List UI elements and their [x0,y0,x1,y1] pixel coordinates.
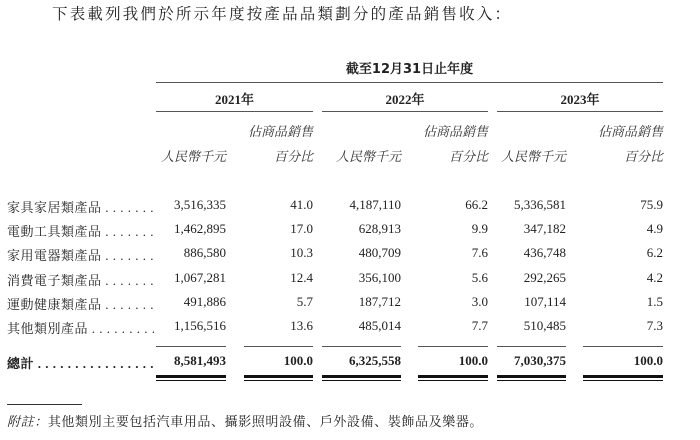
row-label: 其他類別產品 . . . . . . . . . [7,321,156,336]
row-label: 電動工具類產品 . . . . . . . [7,224,155,240]
pct-header-2023-line1: 佔商品銷售 [597,124,663,139]
cell-amount-2023: 436,748 [523,245,566,261]
row-label: 消費電子類產品 . . . . . . . [7,272,155,288]
total-amount-2022: 6,325,558 [349,353,401,368]
amount-header-2023: 人民幣千元 [500,149,566,164]
pct-header-2023-line2: 百分比 [623,149,663,164]
total-amount-2023: 7,030,375 [514,353,566,368]
year-header-2023: 2023年 [560,92,600,107]
cell-amount-2022: 4,187,110 [349,197,401,212]
cell-pct-2022: 9.9 [471,221,488,237]
year-header-2022: 2022年 [385,92,425,107]
footnote-prefix: 附註： [7,414,48,429]
total-double-rule-1 [156,375,226,381]
cell-pct-2022: 7.6 [471,245,488,261]
period-header: 截至12月31日止年度 [345,62,474,77]
footnote-rule [7,404,82,405]
cell-pct-2023: 4.9 [646,221,663,237]
subtotal-rule-5 [497,346,566,347]
year-rule-2021 [156,111,313,112]
total-double-rule-4 [418,375,488,381]
footnote-text: 其他類別主要包括汽車用品、攝影照明設備、戶外設備、裝飾品及樂器。 [47,414,484,429]
total-double-rule-3 [322,375,401,381]
period-rule [156,82,663,83]
cell-amount-2021: 491,886 [183,293,226,309]
cell-pct-2021: 10.3 [290,245,313,261]
row-label: 運動健康類產品 . . . . . . . [7,296,155,312]
total-label: 總計 . . . . . . . . . . . . . . . . [7,356,155,371]
cell-amount-2023: 107,114 [524,293,566,309]
pct-header-2022-line1: 佔商品銷售 [422,124,488,139]
footnote [7,411,483,430]
cell-amount-2022: 628,913 [358,221,401,237]
cell-amount-2022: 356,100 [358,269,401,285]
intro-paragraph: 下表載列我們於所示年度按產品品類劃分的產品銷售收入： [52,6,513,23]
cell-pct-2021: 13.6 [290,318,313,333]
cell-pct-2022: 66.2 [465,197,488,212]
row-label: 家用電器類產品 . . . . . . . [7,248,155,264]
subtotal-rule-2 [244,346,313,347]
cell-amount-2023: 292,265 [523,269,566,285]
pct-header-2021-line1: 佔商品銷售 [247,124,313,139]
cell-amount-2022: 480,709 [358,245,401,261]
pct-header-2022-line2: 百分比 [448,149,488,164]
cell-amount-2022: 187,712 [358,293,401,309]
cell-pct-2021: 5.7 [296,293,313,309]
total-pct-2022: 100.0 [458,353,488,368]
amount-header-2022: 人民幣千元 [335,149,401,164]
row-label: 家具家居類產品 . . . . . . . [7,200,155,215]
cell-amount-2021: 1,067,281 [174,269,226,285]
year-rule-2022 [322,111,488,112]
cell-pct-2023: 4.2 [646,269,663,285]
cell-pct-2023: 75.9 [640,197,663,212]
year-header-2021: 2021年 [214,92,254,107]
subtotal-rule-1 [156,346,226,347]
cell-pct-2022: 5.6 [471,269,488,285]
total-double-rule-2 [244,375,313,381]
cell-pct-2023: 1.5 [646,293,663,309]
cell-amount-2023: 347,182 [523,221,566,237]
cell-amount-2021: 1,462,895 [174,221,226,237]
total-double-rule-5 [497,375,566,381]
cell-pct-2022: 3.0 [471,293,488,309]
pct-header-2021-line2: 百分比 [273,149,313,164]
cell-amount-2023: 510,485 [523,318,566,333]
cell-pct-2021: 17.0 [290,221,313,237]
cell-pct-2023: 7.3 [646,318,663,333]
cell-pct-2023: 6.2 [646,245,663,261]
total-amount-2021: 8,581,493 [174,353,226,368]
cell-pct-2021: 41.0 [290,197,313,212]
subtotal-rule-3 [322,346,401,347]
cell-amount-2023: 5,336,581 [514,197,566,212]
total-double-rule-6 [583,375,663,381]
cell-pct-2022: 7.7 [471,318,488,333]
cell-amount-2021: 3,516,335 [174,197,226,212]
amount-header-2021: 人民幣千元 [160,149,226,164]
cell-pct-2021: 12.4 [290,269,313,285]
cell-amount-2022: 485,014 [358,318,401,333]
cell-amount-2021: 886,580 [183,245,226,261]
cell-amount-2021: 1,156,516 [174,318,226,333]
subtotal-rule-4 [418,346,488,347]
subtotal-rule-6 [583,346,663,347]
total-pct-2023: 100.0 [633,353,663,368]
year-rule-2023 [497,111,663,112]
total-pct-2021: 100.0 [283,353,313,368]
